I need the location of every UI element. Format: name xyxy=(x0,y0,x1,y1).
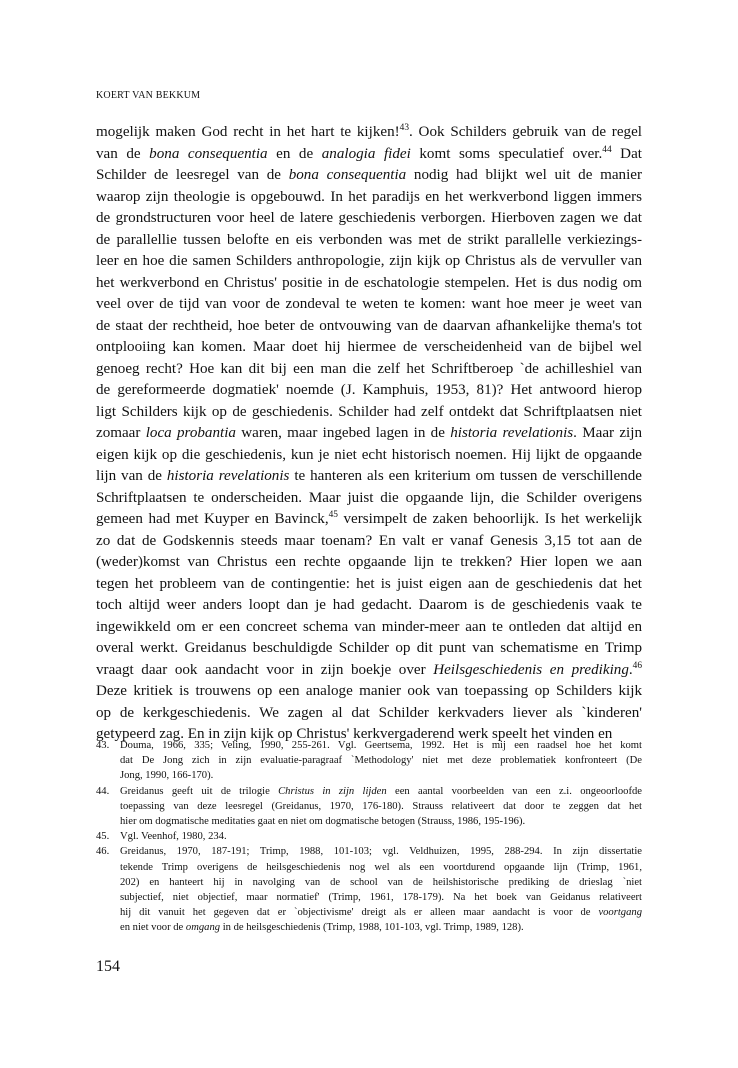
body-line xyxy=(96,122,642,144)
footnote xyxy=(96,784,642,830)
body-line xyxy=(96,294,642,316)
text-run: de parallellie tussen belofte en eis verbonden was met de strikt parallelle verkiezings- xyxy=(96,231,642,248)
text-run: . xyxy=(628,661,633,678)
text-run: ingewikkeld om er een concreet schema van minder-meer aan te ontleden dat altijd en xyxy=(96,618,642,635)
body-line xyxy=(96,509,642,531)
footnote-line xyxy=(120,829,642,844)
text-run: Vgl. Veenhof, 1980, 234. xyxy=(120,831,227,843)
text-run: waarop zijn theologie is opgebouwd. In het paradijs en het werkverbond liggen immers xyxy=(96,188,642,205)
body-line xyxy=(96,445,642,467)
text-run: . Maar zijn xyxy=(573,425,642,441)
page-number: 154 xyxy=(96,958,120,975)
body-line xyxy=(96,574,642,596)
text-run: Schilder de leesregel van de xyxy=(96,167,289,183)
footnote-line xyxy=(120,814,642,829)
text-run: hij dit vanuit het gegeven dat er `objectivisme' dreigt als er alleen maar aandacht is voor de xyxy=(120,907,599,919)
text-run: mogelijk maken God recht in het hart te kijken! xyxy=(96,124,400,140)
body-line xyxy=(96,251,642,273)
body-line xyxy=(96,660,642,682)
body-line xyxy=(96,466,642,488)
footnote-reference: 46 xyxy=(632,660,643,671)
italic-text: loca probantia xyxy=(145,425,236,441)
body-line xyxy=(96,703,642,725)
body-line xyxy=(96,165,642,187)
text-run: Greidanus, 1970, 187-191; Trimp, 1988, 101-103; vgl. Veldhuizen, 1995, 288-294. In zijn dissertatie xyxy=(120,846,642,858)
footnote xyxy=(96,738,642,784)
text-run: ontplooiing kan komen. Maar doet hij hiermee de verscheidenheid van de bijbel wel xyxy=(96,339,642,355)
text-run: nodig had blijkt wel uit de manier xyxy=(406,167,642,183)
footnote-number: 43. xyxy=(96,740,110,751)
text-run: dat De Jong zich in zijn evaluatie-paragraaf `Methodology' niet met deze problematiek konfronteert (De xyxy=(120,755,642,767)
text-run: Deze kritiek is trouwens op een analoge manier ook van toepassing op Schilders kijk xyxy=(96,683,642,699)
text-run: de grondstructuren voor heel de latere geschiedenis verborgen. Hierboven zagen we dat xyxy=(96,210,642,226)
text-run: ligt Schilders kijk op de geschiedenis. Schilder had zelf ontdekt dat Schriftplaatsen niet xyxy=(96,403,642,420)
text-run: Douma, 1966, 335; Veling, 1990, 255-261. Vgl. Geertsema, 1992. Het is mij een raadsel hoe het komt xyxy=(120,740,642,751)
body-line xyxy=(96,681,642,703)
footnote-line xyxy=(120,890,642,905)
footnote-text xyxy=(120,844,642,935)
text-run: tekende Trimp overigens de heilsgeschiedenis nog wel als een voortdurend opgaande lijn (Trimp, 1961, xyxy=(120,861,642,873)
body-line xyxy=(96,230,642,252)
text-run: . Ook Schilders gebruik van de regel xyxy=(409,124,642,140)
italic-text: historia revelationis xyxy=(166,468,290,484)
text-run: komt soms speculatief over. xyxy=(410,145,603,162)
footnote-text xyxy=(120,784,642,830)
text-run: hier om dogmatische meditaties gaat en niet om dogmatische betogen (Strauss, 1986, 195-196). xyxy=(120,815,526,827)
body-line xyxy=(96,337,642,359)
text-run: toch altijd weer anders loopt dan je had gedacht. Daarom is de geschiedenis vaak te xyxy=(96,597,642,613)
text-run: van de xyxy=(96,145,150,162)
text-run: eigen kijk op die geschiedenis, kun je niet echt historisch noemen. Hij lijkt de opgaande xyxy=(96,446,642,463)
running-head: KOERT VAN BEKKUM xyxy=(96,90,201,101)
italic-text: analogia fidei xyxy=(321,145,411,162)
body-text xyxy=(96,122,642,746)
footnote-line xyxy=(120,860,642,875)
text-run: zo dat de Godskennis steeds maar toenam? En valt er vanaf Genesis 3,15 tot aan de xyxy=(96,532,642,549)
text-run: waren, maar ingebed lagen in de xyxy=(235,425,451,441)
footnote-line xyxy=(120,844,642,859)
footnote-line xyxy=(120,905,642,920)
footnote-reference: 45 xyxy=(328,509,338,520)
text-run: de gereformeerde dogmatiek' noemde (J. Kamphuis, 1953, 81)? Het antwoord hierop xyxy=(96,382,642,398)
body-line xyxy=(96,359,642,381)
text-run: 202) en hanteert hij in navolging van de school van de heilshistorische prediking de drieslag `niet xyxy=(120,876,642,888)
italic-text: historia revelationis xyxy=(450,425,574,441)
italic-text: omgang xyxy=(185,922,221,934)
body-line xyxy=(96,208,642,230)
text-run: (weder)komst van Christus een rechte opgaande lijn te trekken? Hier lopen we aan xyxy=(96,554,642,570)
italic-text: bona consequentia xyxy=(149,145,268,162)
footnote-text xyxy=(120,829,642,844)
text-run: te hanteren als een kriterium om tussen de verschillende xyxy=(289,468,642,484)
text-run: de staat der rechtheid, hoe beter de ontvouwing van de daarvan afhankelijke thema's tot xyxy=(96,317,642,334)
text-run: overal werkt. Greidanus beschuldigde Schilder op dit punt van schematisme en Trimp xyxy=(96,640,642,656)
footnote-line xyxy=(120,920,642,935)
footnote-number: 44. xyxy=(96,785,110,797)
italic-text: Christus in zijn lijden xyxy=(278,785,387,797)
footnote-line xyxy=(120,738,642,753)
footnote-reference: 44 xyxy=(602,144,612,155)
text-run: leer en hoe die samen Schilders anthropologie, zijn kijk op Christus als de vervuller van xyxy=(96,253,642,269)
text-run: en de xyxy=(267,145,322,162)
text-run: tegen het probleem van de contingentie: het is juist eigen aan de geschiedenis dat het xyxy=(96,575,642,592)
text-run: getypeerd zag. En in zijn kijk op Christus' kerkvergaderend werk speelt het vinden en xyxy=(96,726,613,742)
italic-text: Heilsgeschiedenis en prediking xyxy=(433,661,629,678)
text-run: Schriftplaatsen te onderscheiden. Maar juist die opgaande lijn, die Schilder overigens xyxy=(96,489,642,506)
body-line xyxy=(96,531,642,553)
italic-text: voortgang xyxy=(598,907,642,919)
body-line xyxy=(96,380,642,402)
body-line xyxy=(96,617,642,639)
body-line xyxy=(96,552,642,574)
text-run: Dat xyxy=(611,145,642,162)
text-run: een aantal voorbeelden van een z.i. ongeoorloofde xyxy=(386,785,642,797)
text-run: op de kerkgeschiedenis. We zagen al dat Schilder kerkvaders liever als `kinderen' xyxy=(96,704,642,721)
body-line xyxy=(96,402,642,424)
text-run: versimpelt de zaken behoorlijk. Is het werkelijk xyxy=(337,511,642,527)
text-run: toepassing van deze leesregel (Greidanus, 1970, 176-180). Strauss relativeert dat door te zeggen dat het xyxy=(120,800,642,812)
text-run: vraagt daar ook aandacht voor in zijn boekje over xyxy=(96,661,434,678)
body-line xyxy=(96,273,642,295)
footnote xyxy=(96,829,642,844)
footnote-line xyxy=(120,799,642,814)
body-line xyxy=(96,423,642,445)
text-run: gemeen had met Kuyper en Bavinck, xyxy=(96,511,329,527)
text-run: Jong, 1990, 166-170). xyxy=(120,770,214,782)
text-run: zomaar xyxy=(96,425,146,441)
footnote-number: 45. xyxy=(96,831,110,843)
text-run: veel over de tijd van voor de zondeval te weten te komen: want hoe meer je weet van xyxy=(96,296,642,312)
text-run: genoeg recht? Hoe kan dit bij een man die zelf het Schriftberoep `de achilleshiel van xyxy=(96,360,642,377)
body-line xyxy=(96,144,642,166)
text-run: lijn van de xyxy=(96,468,167,484)
footnote-text xyxy=(120,738,642,784)
footnote xyxy=(96,844,642,935)
footnote-number: 46. xyxy=(96,846,110,858)
body-line xyxy=(96,316,642,338)
text-run: subjectief, niet objectief, maar normatief' (Trimp, 1961, 178-179). Na het boek van Geidanus relativeert xyxy=(120,891,642,903)
footnote-line xyxy=(120,784,642,799)
body-line xyxy=(96,187,642,209)
footnote-line xyxy=(120,875,642,890)
body-line xyxy=(96,638,642,660)
footnote-reference: 43 xyxy=(399,122,409,133)
italic-text: bona consequentia xyxy=(288,167,407,183)
text-run: en niet voor de xyxy=(120,922,186,934)
footnote-line xyxy=(120,768,642,783)
body-line xyxy=(96,488,642,510)
text-run: Greidanus geeft uit de trilogie xyxy=(120,785,279,797)
footnote-line xyxy=(120,753,642,768)
footnotes xyxy=(96,738,642,935)
body-line xyxy=(96,595,642,617)
text-run: in de heilsgeschiedenis (Trimp, 1988, 101-103, vgl. Trimp, 1989, 128). xyxy=(220,922,524,934)
text-run: het werkverbond en Christus' positie in de eschatologie stempelen. Het is dus nodig om xyxy=(96,274,642,291)
